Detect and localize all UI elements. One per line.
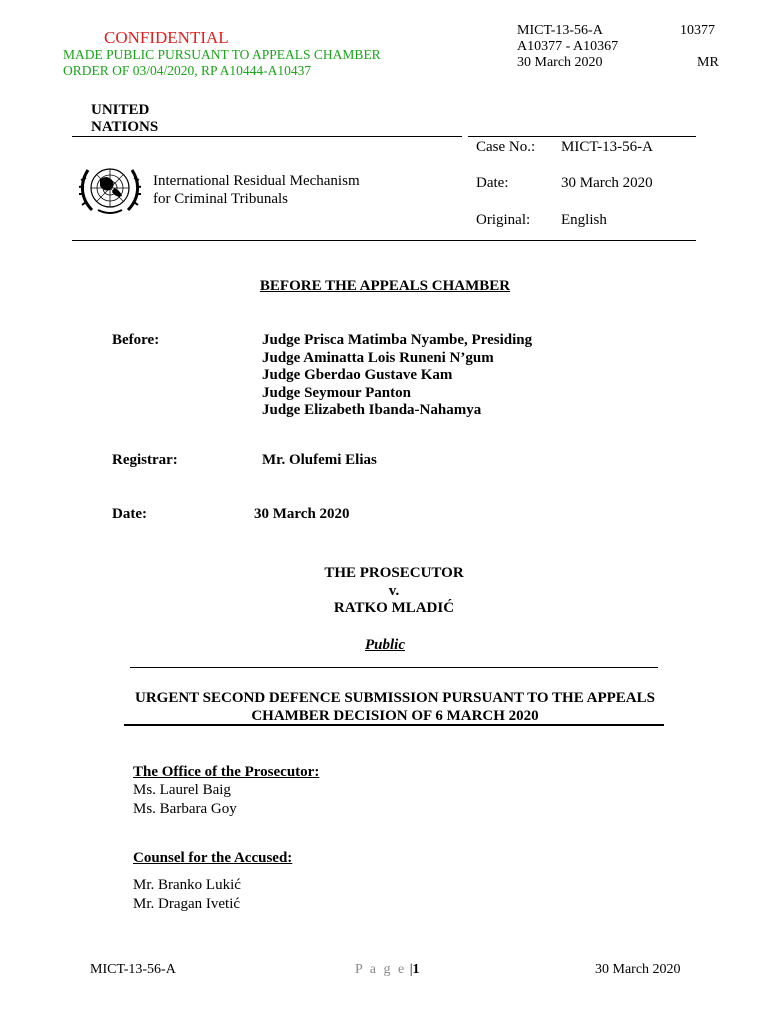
party-prosecutor: THE PROSECUTOR <box>324 565 464 581</box>
defence-names <box>133 876 241 913</box>
prosecution-names <box>133 781 237 818</box>
footer-page-number: 1 <box>412 962 420 977</box>
registry-page-number: 10377 <box>680 23 715 38</box>
registry-page-range: A10377 - A10367 <box>517 39 619 54</box>
decision-date-value: 30 March 2020 <box>254 506 350 522</box>
document-title <box>0 689 770 725</box>
united-nations-label <box>91 102 158 136</box>
judges-list <box>262 332 532 420</box>
footer-page-word: P a g e <box>355 962 407 977</box>
registrar-name: Mr. Olufemi Elias <box>262 452 377 468</box>
before-label: Before: <box>112 332 160 348</box>
made-public-notice: MADE PUBLIC PURSUANT TO APPEALS CHAMBER <box>63 47 381 62</box>
judge-name: Judge Elizabeth Ibanda-Nahamya <box>262 402 482 418</box>
header-rule-left <box>72 136 462 137</box>
un-emblem-icon <box>78 158 142 218</box>
classification-label: Public <box>365 637 405 653</box>
title-line-2: CHAMBER DECISION OF 6 MARCH 2020 <box>251 708 539 724</box>
judge-name: Judge Seymour Panton <box>262 384 411 401</box>
date-value: 30 March 2020 <box>561 175 653 191</box>
title-rule-bottom <box>124 724 664 726</box>
footer-page <box>355 962 420 978</box>
footer-date: 30 March 2020 <box>595 962 681 977</box>
defence-label: Counsel for the Accused: <box>133 850 293 866</box>
un-line-2: NATIONS <box>91 119 159 135</box>
un-line-1: UNITED <box>91 102 150 118</box>
mechanism-name <box>153 172 360 208</box>
counsel-name: Mr. Dragan Ivetić <box>133 895 241 912</box>
confidential-stamp: CONFIDENTIAL <box>104 28 229 47</box>
counsel-name: Ms. Laurel Baig <box>133 782 231 798</box>
footer-separator: | <box>409 962 413 977</box>
counsel-name: Ms. Barbara Goy <box>133 800 237 817</box>
registrar-label: Registrar: <box>112 452 178 468</box>
mechanism-line-2: for Criminal Tribunals <box>153 191 289 207</box>
judge-name: Judge Aminatta Lois Runeni N’gum <box>262 349 494 366</box>
judge-name: Judge Prisca Matimba Nyambe, Presiding <box>262 332 533 348</box>
chamber-heading: BEFORE THE APPEALS CHAMBER <box>259 278 511 294</box>
header-rule-bottom <box>72 240 696 241</box>
mechanism-line-1: International Residual Mechanism <box>153 173 360 189</box>
counsel-name: Mr. Branko Lukić <box>133 877 241 893</box>
case-number-label: Case No.: <box>476 139 536 155</box>
registry-case-number: MICT-13-56-A <box>517 23 603 38</box>
case-number-value: MICT-13-56-A <box>561 139 653 155</box>
original-label: Original: <box>476 212 531 228</box>
registry-initials: MR <box>697 55 719 70</box>
order-reference: ORDER OF 03/04/2020, RP A10444-A10437 <box>63 63 312 78</box>
header-rule-right <box>468 136 696 137</box>
title-rule-top <box>130 667 658 668</box>
prosecution-label: The Office of the Prosecutor: <box>133 764 320 780</box>
title-line-1: URGENT SECOND DEFENCE SUBMISSION PURSUANT TO THE APPEALS <box>135 690 655 706</box>
footer-case-number: MICT-13-56-A <box>90 962 176 977</box>
original-value: English <box>561 212 607 228</box>
judge-name: Judge Gberdao Gustave Kam <box>262 367 453 383</box>
date-label: Date: <box>476 175 509 191</box>
party-accused: RATKO MLADIĆ <box>333 600 455 616</box>
registry-date: 30 March 2020 <box>517 55 603 70</box>
decision-date-label: Date: <box>112 506 147 522</box>
party-versus: v. <box>388 583 400 599</box>
